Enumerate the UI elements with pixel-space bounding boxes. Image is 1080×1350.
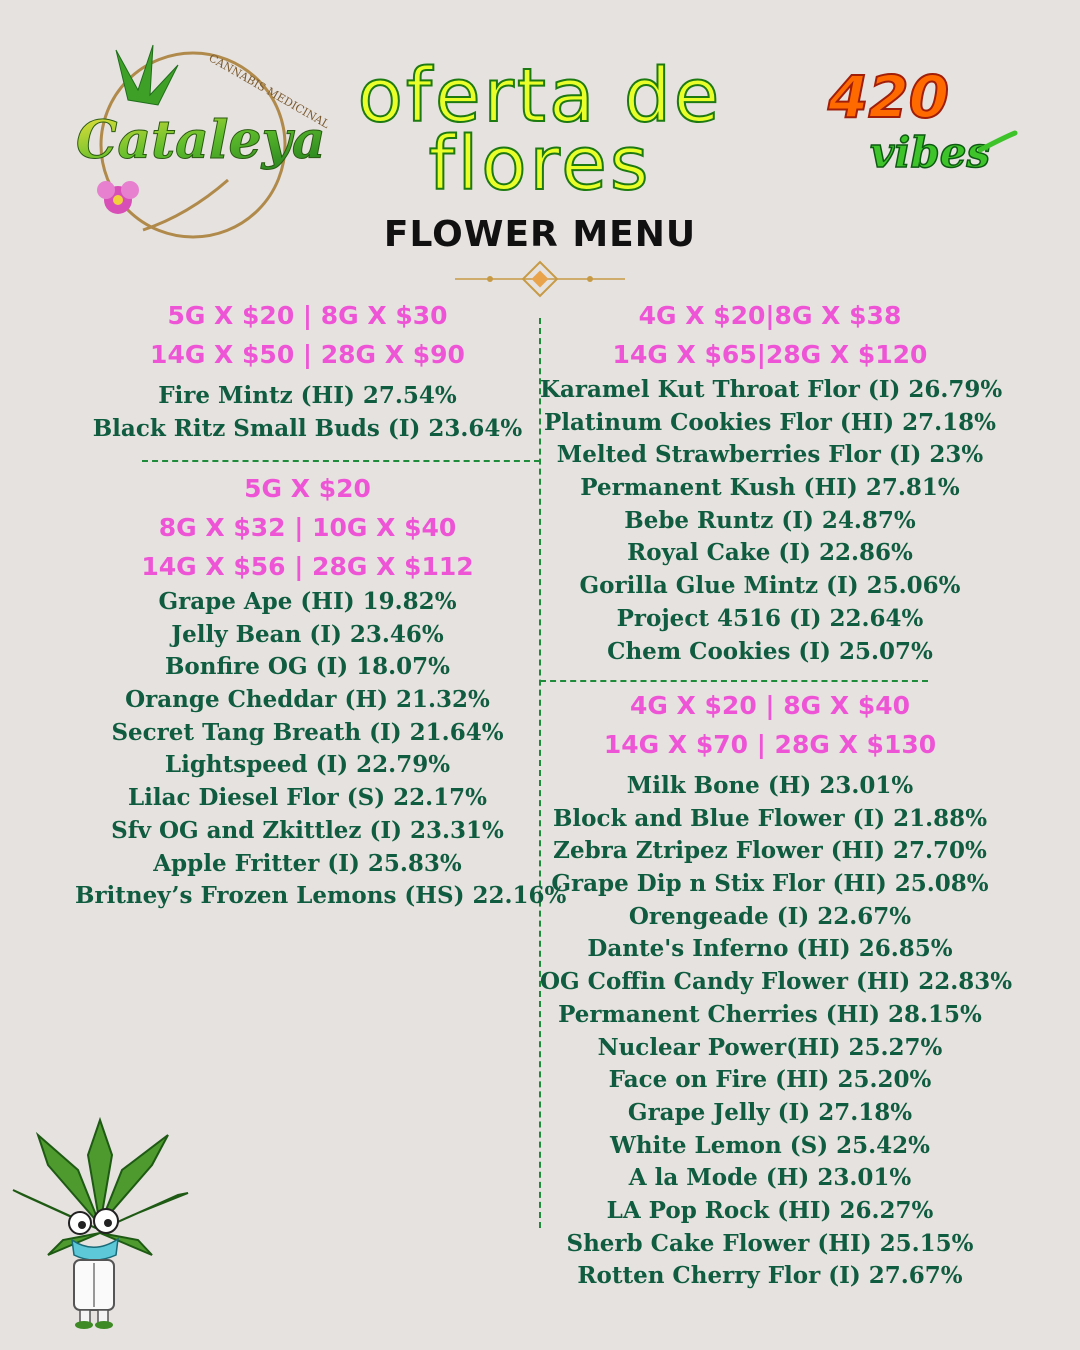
price-section-4 bbox=[540, 686, 1013, 1293]
price-line: 8G X $32 | 10G X $40 bbox=[158, 513, 457, 542]
list-item: Gorilla Glue Mintz (I) 25.06% bbox=[579, 572, 961, 600]
list-item: Royal Cake (I) 22.86% bbox=[627, 539, 913, 567]
svg-text:CANNABIS MEDICINAL: CANNABIS MEDICINAL bbox=[206, 51, 332, 132]
list-item: OG Coffin Candy Flower (HI) 22.83% bbox=[540, 968, 1013, 996]
svg-text:vibes: vibes bbox=[870, 128, 991, 177]
orchid-flower-icon bbox=[97, 181, 139, 214]
list-item: Black Ritz Small Buds (I) 23.64% bbox=[92, 414, 523, 442]
price-line: 14G X $70 | 28G X $130 bbox=[603, 730, 937, 759]
list-item: Rotten Cherry Flor (I) 27.67% bbox=[577, 1262, 963, 1290]
list-item: Block and Blue Flower (I) 21.88% bbox=[552, 804, 988, 832]
420-vibes-badge bbox=[820, 55, 1030, 185]
list-item: A la Mode (H) 23.01% bbox=[628, 1164, 912, 1192]
list-item: Nuclear Power(HI) 25.27% bbox=[597, 1033, 943, 1061]
strain-list bbox=[75, 380, 540, 445]
list-item: Face on Fire (HI) 25.20% bbox=[608, 1066, 932, 1094]
price-line: 14G X $65|28G X $120 bbox=[612, 340, 928, 369]
list-item: Fire Mintz (HI) 27.54% bbox=[158, 382, 457, 409]
price-section-3 bbox=[540, 296, 1003, 668]
list-item: Grape Jelly (I) 27.18% bbox=[627, 1098, 913, 1126]
list-item: Britney’s Frozen Lemons (HS) 22.16% bbox=[75, 882, 567, 910]
list-item: Grape Ape (HI) 19.82% bbox=[158, 588, 457, 615]
list-item: Grape Dip n Stix Flor (HI) 25.08% bbox=[551, 870, 989, 898]
list-item: Zebra Ztripez Flower (HI) 27.70% bbox=[553, 837, 987, 865]
strain-list bbox=[75, 586, 567, 913]
leaf-doctor-mascot-icon bbox=[8, 1115, 193, 1330]
title-line-2: flores bbox=[428, 121, 652, 207]
list-item: Sherb Cake Flower (HI) 25.15% bbox=[566, 1229, 974, 1257]
menu-title: FLOWER MENU bbox=[383, 214, 697, 255]
list-item: Lilac Diesel Flor (S) 22.17% bbox=[128, 784, 487, 812]
strain-list bbox=[540, 374, 1003, 668]
svg-text:420: 420 bbox=[828, 63, 950, 131]
price-section-2 bbox=[75, 469, 567, 913]
list-item: Bebe Runtz (I) 24.87% bbox=[624, 506, 916, 534]
price-line: 5G X $20 | 8G X $30 bbox=[167, 301, 448, 330]
cataleya-logo bbox=[58, 40, 332, 255]
list-item: White Lemon (S) 25.42% bbox=[609, 1131, 931, 1159]
ornament-divider-icon bbox=[450, 264, 630, 294]
strain-list bbox=[540, 770, 1013, 1293]
price-line: 4G X $20 | 8G X $40 bbox=[629, 691, 911, 720]
offer-title bbox=[300, 53, 780, 207]
price-line: 14G X $56 | 28G X $112 bbox=[141, 552, 474, 581]
right-divider bbox=[540, 680, 928, 682]
list-item: Bonfire OG (I) 18.07% bbox=[164, 653, 451, 681]
list-item: Chem Cookies (I) 25.07% bbox=[607, 637, 933, 665]
list-item: Dante's Inferno (HI) 26.85% bbox=[587, 935, 953, 963]
title-line-1: oferta de bbox=[357, 53, 723, 139]
svg-text:Cataleya: Cataleya bbox=[76, 110, 326, 171]
cannabis-leaf-icon bbox=[116, 45, 178, 105]
list-item: Sfv OG and Zkittlez (I) 23.31% bbox=[111, 816, 504, 844]
list-item: Orengeade (I) 22.67% bbox=[628, 902, 912, 930]
list-item: Platinum Cookies Flor (HI) 27.18% bbox=[543, 408, 996, 436]
list-item: Permanent Cherries (HI) 28.15% bbox=[558, 1000, 982, 1028]
list-item: Jelly Bean (I) 23.46% bbox=[171, 620, 444, 648]
list-item: Karamel Kut Throat Flor (I) 26.79% bbox=[540, 376, 1003, 403]
list-item: Permanent Kush (HI) 27.81% bbox=[580, 474, 960, 502]
list-item: Lightspeed (I) 22.79% bbox=[164, 751, 451, 779]
list-item: Project 4516 (I) 22.64% bbox=[616, 604, 924, 632]
list-item: Orange Cheddar (H) 21.32% bbox=[125, 686, 490, 714]
list-item: LA Pop Rock (HI) 26.27% bbox=[606, 1196, 934, 1224]
list-item: Apple Fritter (I) 25.83% bbox=[153, 849, 462, 877]
price-line: 5G X $20 bbox=[244, 474, 371, 503]
list-item: Secret Tang Breath (I) 21.64% bbox=[111, 718, 504, 746]
price-line: 4G X $20|8G X $38 bbox=[638, 301, 902, 330]
price-line: 14G X $50 | 28G X $90 bbox=[150, 340, 465, 369]
price-section-1 bbox=[75, 296, 540, 445]
list-item: Milk Bone (H) 23.01% bbox=[626, 772, 914, 799]
left-divider bbox=[142, 460, 540, 462]
list-item: Melted Strawberries Flor (I) 23% bbox=[556, 441, 984, 469]
